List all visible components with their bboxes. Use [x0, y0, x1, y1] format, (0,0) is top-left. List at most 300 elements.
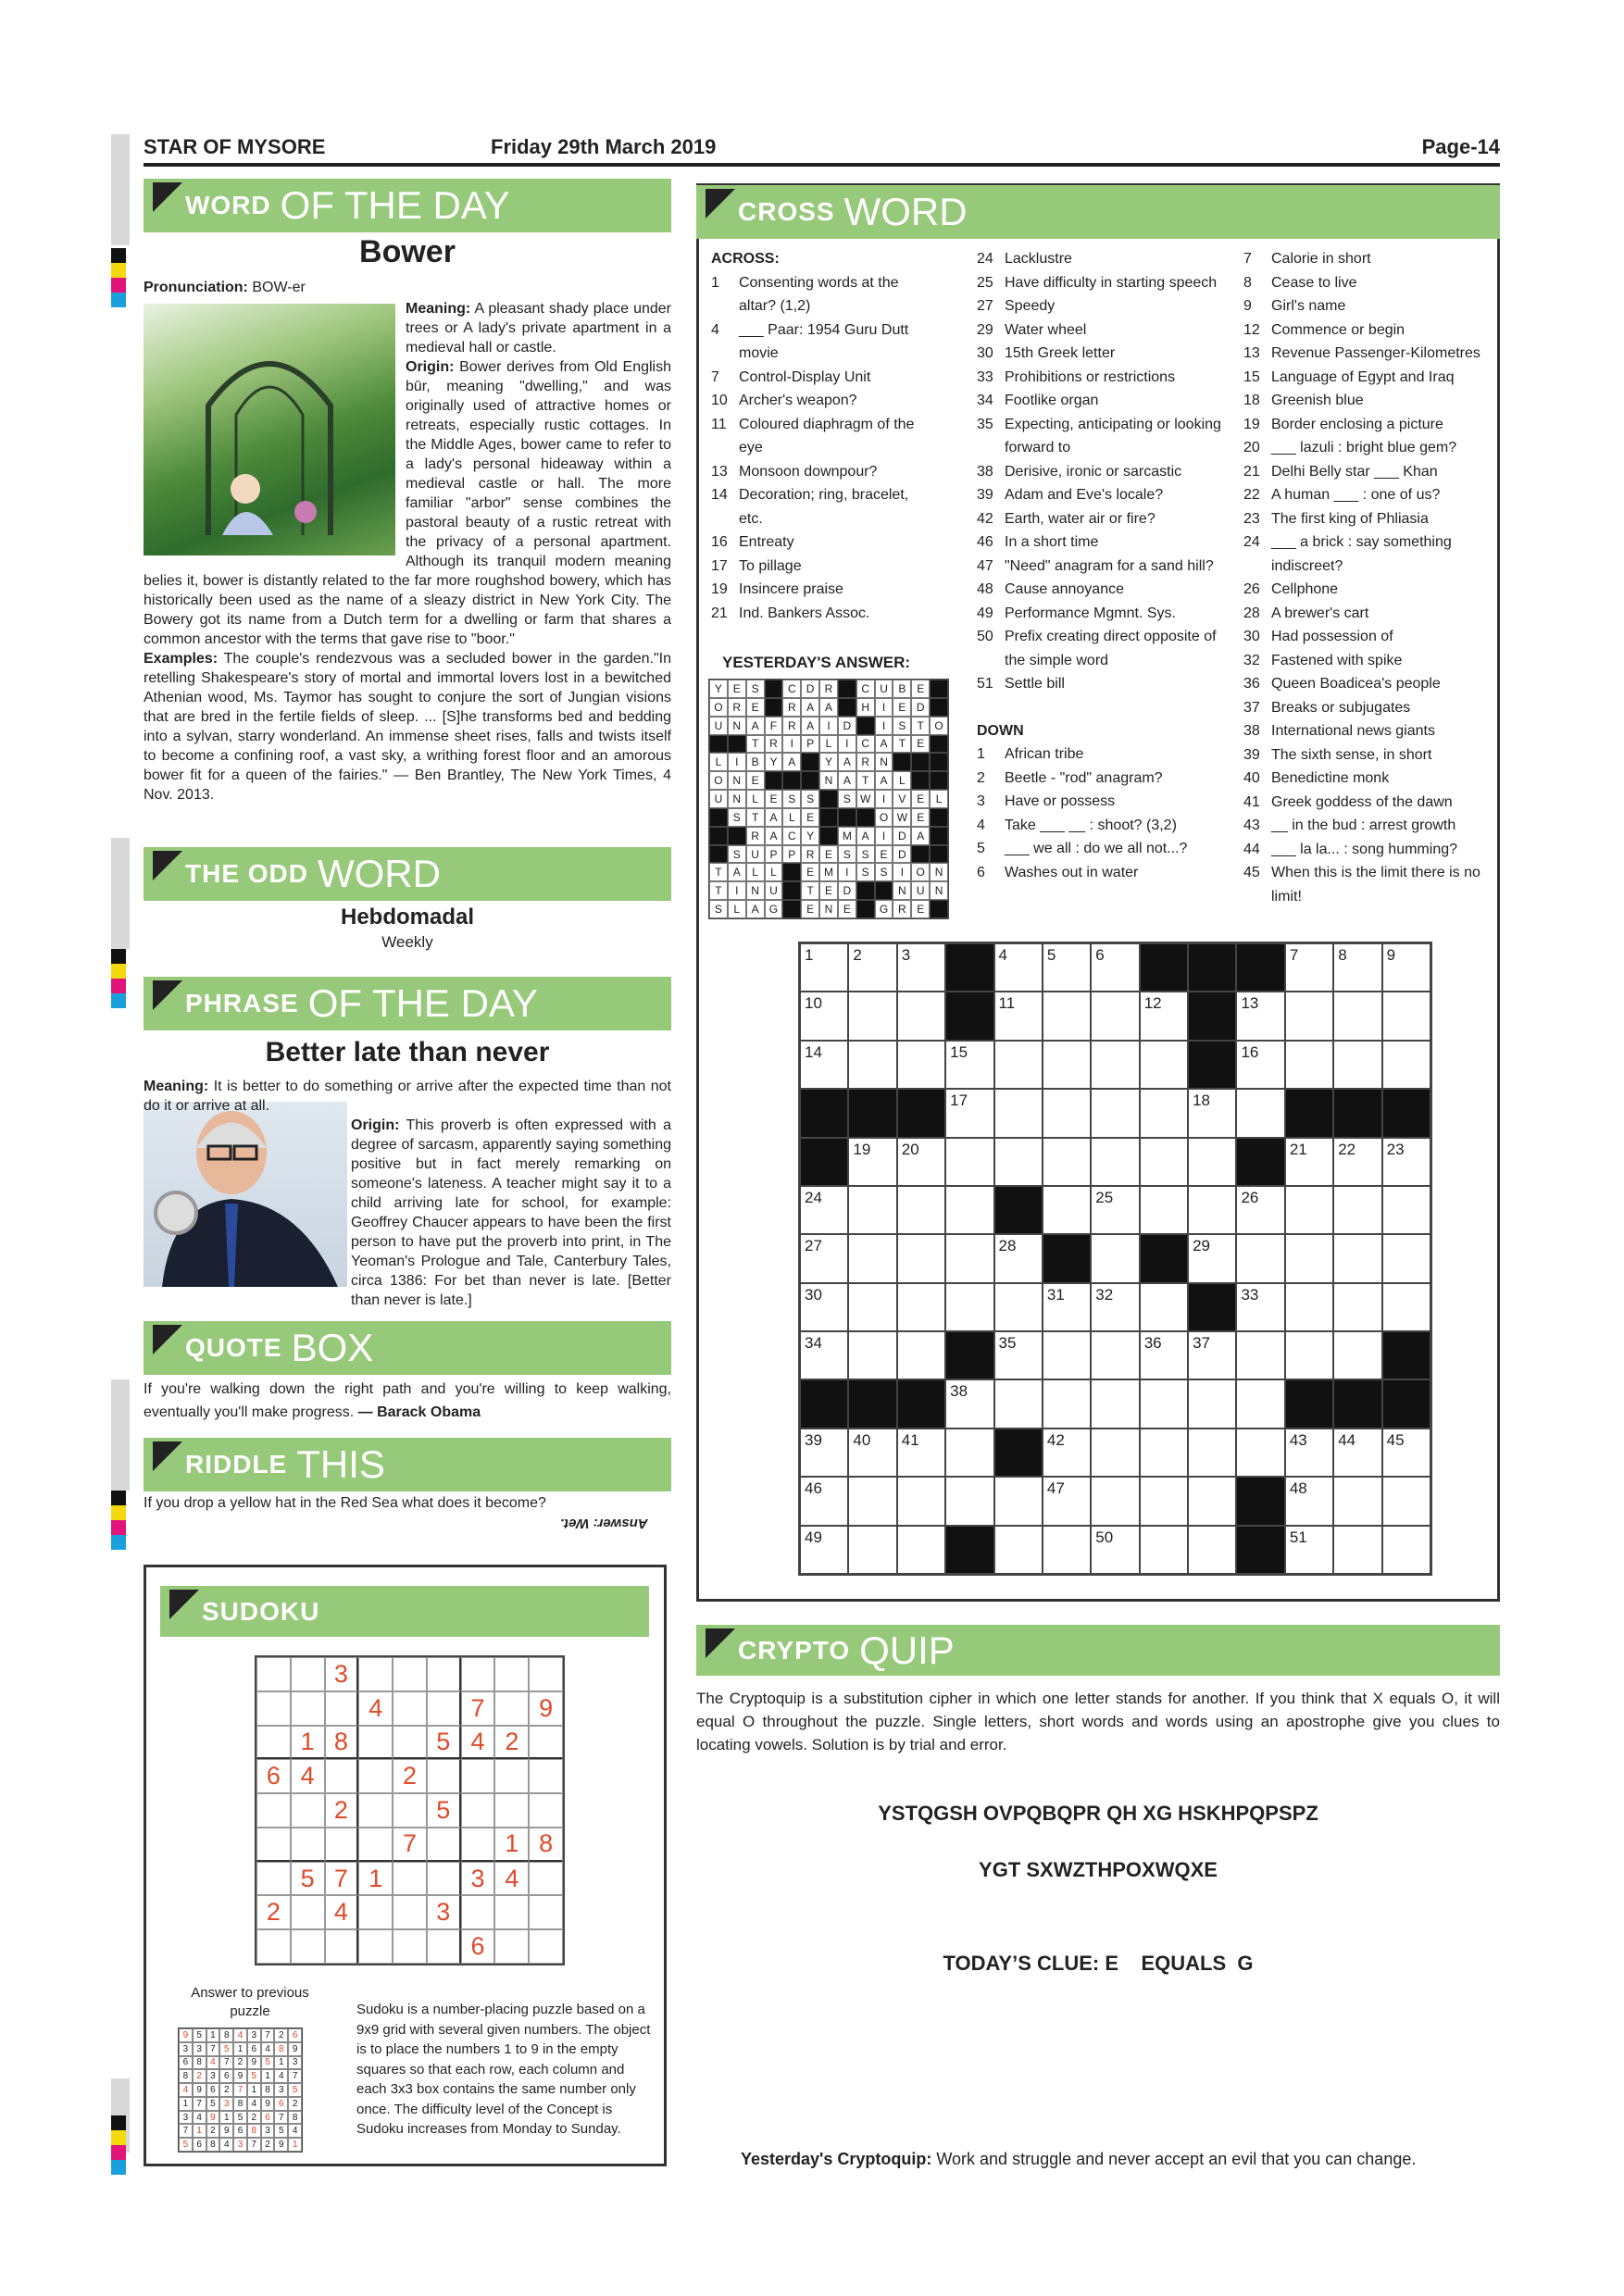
answer-cell: E [838, 900, 856, 918]
word-of-day-text: Meaning: A pleasant shady place under trees or A lady's private apartment in a medieval hall or castle. Origin: Bower derives from Old English būr, meaning "dwelling," and was originally used of attractive homes or retreats, especially rustic cottages. In the Middle Ages, bower came to refer to a lady's personal hideaway within a medieval castle or hall. The more familiar "arbor" sense combines the pastoral beauty of a rustic retreat with the privacy of a personal apartment. Although its tranquil modern meaning belies it, bower is distantly related to the far more roughshod bowery, which has historically been used as the name of a sleazy district in New York City. The Bowery got its name from a Dutch term for a dwelling or farm that shares a common ancestor with the terms that gave rise to "boor." Examples: The couple's rendezvous was a secluded bower in the garden."In retelling Shakespeare's story of mortal and immortal lovers lost in a bewitched Athenian wood, Ms. Taymor has sought to conjure the sort of Jungian visions that are bred in the fertile fields of sleep. ... [S]he transforms bed and bedding into a sylvan, starry wonderland. An immense sheet rises, falls and twists itself to become a confining roof, a vast sky, a writhing forest floor and an amorous bower fit for a queen of the fairies." — Ben Brantley, The New York Times, 4 Nov. 2013. [144, 301, 671, 803]
crossword-black-cell[interactable] [1382, 1331, 1430, 1379]
clue-text: ___ la la... : song humming? [1271, 841, 1458, 857]
crossword-cell[interactable] [897, 1138, 945, 1186]
crossword-cell[interactable] [1236, 1283, 1284, 1331]
crossword-cell[interactable] [1285, 1138, 1333, 1186]
sudoku-cell[interactable] [393, 1726, 427, 1760]
crossword-cell[interactable] [1043, 1331, 1091, 1379]
colour-mark [111, 293, 126, 307]
crossword-cell[interactable] [1382, 1186, 1430, 1234]
sudoku-cell[interactable] [529, 1895, 563, 1929]
sudoku-cell[interactable]: 5 [427, 1726, 461, 1760]
crossword-cell[interactable] [1140, 1331, 1188, 1379]
crossword-cell[interactable] [1140, 1477, 1188, 1525]
sudoku-cell[interactable]: 4 [325, 1895, 359, 1929]
crossword-cell[interactable] [945, 1429, 993, 1477]
sudoku-cell[interactable]: 3 [325, 1657, 359, 1691]
yesterday-answer-grid [708, 679, 949, 919]
crossword-cell[interactable] [1140, 1283, 1188, 1331]
sudoku-cell[interactable] [358, 1793, 393, 1828]
cell-number: 10 [805, 994, 822, 1013]
sudoku-cell[interactable]: 6 [256, 1759, 291, 1793]
sudoku-cell[interactable]: 6 [461, 1929, 495, 1964]
crossword-cell[interactable] [1236, 1186, 1284, 1234]
crossword-cell[interactable] [1382, 1283, 1430, 1331]
crossword-cell[interactable] [945, 1186, 993, 1234]
sudoku-cell[interactable] [427, 1759, 461, 1793]
crossword-cell[interactable] [1043, 1379, 1091, 1428]
crossword-cell[interactable] [1382, 1429, 1430, 1477]
crossword-cell[interactable] [1043, 1283, 1091, 1331]
crossword-cell[interactable] [897, 1477, 945, 1525]
crossword-cell[interactable] [800, 1526, 848, 1574]
sudoku-cell[interactable] [529, 1759, 563, 1793]
sudoku-cell[interactable] [494, 1759, 529, 1793]
crossword-black-cell[interactable] [897, 1379, 945, 1428]
crossword-cell[interactable] [1091, 1041, 1139, 1089]
crossword-cell[interactable] [1236, 1234, 1284, 1282]
crossword-black-cell[interactable] [1236, 1477, 1284, 1525]
sudoku-cell[interactable] [393, 1657, 427, 1691]
crossword-cell[interactable] [897, 1283, 945, 1331]
crossword-cell[interactable] [994, 1283, 1043, 1331]
cell-number: 44 [1338, 1430, 1356, 1449]
sudoku-cell[interactable] [256, 1862, 291, 1896]
crossword-cell[interactable] [1043, 1526, 1091, 1574]
crossword-cell[interactable] [1285, 992, 1333, 1040]
crossword-cell[interactable] [1140, 1526, 1188, 1574]
sudoku-cell[interactable] [325, 1828, 359, 1862]
crossword-cell[interactable] [994, 1477, 1043, 1525]
clue-text: Girl's name [1271, 298, 1346, 314]
crossword-cell[interactable] [1140, 1429, 1188, 1477]
sudoku-cell[interactable]: 7 [325, 1862, 359, 1896]
answer-cell: N [728, 790, 746, 808]
cell-number: 27 [805, 1237, 822, 1255]
sudoku-cell[interactable] [291, 1793, 325, 1828]
crossword-cell[interactable] [1091, 1089, 1139, 1137]
crossword-cell[interactable] [897, 1186, 945, 1234]
sudoku-cell[interactable]: 2 [393, 1759, 427, 1793]
sudoku-cell[interactable] [494, 1657, 529, 1691]
crossword-cell[interactable] [897, 943, 945, 992]
crossword-cell[interactable] [897, 1526, 945, 1574]
crossword-cell[interactable] [1236, 1429, 1284, 1477]
sudoku-cell[interactable] [256, 1828, 291, 1862]
crossword-cell[interactable] [848, 1186, 896, 1234]
crossword-black-cell[interactable] [1188, 1283, 1236, 1331]
crossword-black-cell[interactable] [1236, 1138, 1284, 1186]
sudoku-grid[interactable] [255, 1655, 565, 1965]
answer-cell: W [856, 790, 875, 808]
crossword-cell[interactable] [1043, 1138, 1091, 1186]
crossword-cell[interactable] [1188, 1429, 1236, 1477]
crossword-cell[interactable] [1285, 1234, 1333, 1282]
crossword-black-cell[interactable] [994, 1429, 1043, 1477]
crossword-cell[interactable] [1043, 992, 1091, 1040]
crossword-cell[interactable] [1333, 1138, 1381, 1186]
sudoku-prev-cell: 7 [179, 2124, 193, 2138]
sudoku-cell[interactable] [427, 1862, 461, 1896]
sudoku-cell[interactable] [291, 1657, 325, 1691]
crossword-grid[interactable] [798, 942, 1432, 1576]
sudoku-cell[interactable] [256, 1657, 291, 1691]
sudoku-cell[interactable] [358, 1828, 393, 1862]
crossword-black-cell[interactable] [897, 1089, 945, 1137]
answer-cell: E [911, 808, 930, 827]
crossword-black-cell[interactable] [800, 1138, 848, 1186]
answer-cell: Y [801, 827, 819, 845]
crossword-cell[interactable] [1285, 1186, 1333, 1234]
crossword-cell[interactable] [1333, 1526, 1381, 1574]
riddle-banner: RIDDLE THIS [144, 1438, 671, 1491]
sudoku-cell[interactable]: 8 [529, 1828, 563, 1862]
crossword-black-cell[interactable] [1285, 1379, 1333, 1428]
answer-cell: S [746, 680, 765, 698]
crossword-cell[interactable] [848, 992, 896, 1040]
cell-number: 1 [805, 946, 814, 964]
sudoku-cell[interactable] [427, 1691, 461, 1726]
crossword-cell[interactable] [1333, 943, 1381, 992]
sudoku-prev-cell: 6 [193, 2138, 206, 2152]
sudoku-cell[interactable]: 4 [358, 1691, 393, 1726]
crossword-cell[interactable] [1285, 1429, 1333, 1477]
sudoku-cell[interactable]: 1 [494, 1828, 529, 1862]
crossword-cell[interactable] [1285, 1283, 1333, 1331]
crossword-cell[interactable] [1043, 1477, 1091, 1525]
crossword-black-cell[interactable] [848, 1379, 896, 1428]
sudoku-cell[interactable] [427, 1929, 461, 1964]
crossword-cell[interactable] [1236, 1041, 1284, 1089]
cell-number: 35 [998, 1334, 1017, 1353]
sudoku-cell[interactable]: 2 [325, 1793, 359, 1828]
sudoku-cell[interactable] [461, 1828, 495, 1862]
sudoku-cell[interactable] [358, 1929, 393, 1964]
clue-text: Prohibitions or restrictions [1005, 368, 1176, 385]
crossword-cell[interactable] [800, 1186, 848, 1234]
sudoku-cell[interactable] [325, 1691, 359, 1726]
crossword-cell[interactable] [1091, 1331, 1139, 1379]
crossword-cell[interactable] [897, 1429, 945, 1477]
crossword-cell[interactable] [1091, 1186, 1139, 1234]
cell-number: 50 [1095, 1528, 1114, 1546]
crossword-cell[interactable] [1091, 1283, 1139, 1331]
crossword-cell[interactable] [1188, 1234, 1236, 1282]
crossword-cell[interactable] [848, 1138, 896, 1186]
crossword-cell[interactable] [800, 992, 848, 1040]
sudoku-cell[interactable]: 9 [529, 1691, 563, 1726]
sudoku-prev-cell: 8 [261, 2083, 275, 2097]
sudoku-cell[interactable] [494, 1793, 529, 1828]
crossword-cell[interactable] [1188, 1331, 1236, 1379]
clue-number: 35 [977, 416, 993, 432]
crossword-cell[interactable] [1140, 1089, 1188, 1137]
cell-number: 3 [901, 946, 911, 964]
crossword-cell[interactable] [897, 1041, 945, 1089]
sudoku-cell[interactable] [461, 1793, 495, 1828]
sudoku-cell[interactable] [256, 1929, 291, 1964]
crossword-cell[interactable] [994, 992, 1043, 1040]
crossword-cell[interactable] [1382, 943, 1430, 992]
crossword-cell[interactable] [1333, 992, 1381, 1040]
crossword-cell[interactable] [1043, 1089, 1091, 1137]
crossword-cell[interactable] [1091, 992, 1139, 1040]
crossword-cell[interactable] [994, 1526, 1043, 1574]
sudoku-cell[interactable] [461, 1657, 495, 1691]
crossword-cell[interactable] [848, 1283, 896, 1331]
crossword-black-cell[interactable] [994, 1186, 1043, 1234]
sudoku-cell[interactable]: 4 [461, 1726, 495, 1760]
sudoku-cell[interactable]: 4 [291, 1759, 325, 1793]
crossword-cell[interactable] [1236, 1331, 1284, 1379]
crossword-cell[interactable] [1140, 1379, 1188, 1428]
sudoku-cell[interactable]: 8 [325, 1726, 359, 1760]
crossword-cell[interactable] [1188, 1379, 1236, 1428]
sudoku-cell[interactable] [291, 1929, 325, 1964]
crossword-cell[interactable] [848, 943, 896, 992]
crossword-cell[interactable] [945, 1089, 993, 1137]
crossword-cell[interactable] [945, 1041, 993, 1089]
crossword-cell[interactable] [848, 1331, 896, 1379]
sudoku-cell[interactable] [427, 1657, 461, 1691]
crossword-black-cell[interactable] [848, 1089, 896, 1137]
crossword-cell[interactable] [1043, 1041, 1091, 1089]
sudoku-cell[interactable] [529, 1929, 563, 1964]
crossword-cell[interactable] [1333, 1331, 1381, 1379]
sudoku-cell[interactable] [529, 1862, 563, 1896]
crossword-black-cell[interactable] [1043, 1234, 1091, 1282]
crossword-cell[interactable] [1140, 1138, 1188, 1186]
sudoku-cell[interactable] [461, 1759, 495, 1793]
clue-number: 39 [1243, 746, 1260, 763]
crossword-cell[interactable] [1333, 1041, 1381, 1089]
crossword-cell[interactable] [1333, 1429, 1381, 1477]
crossword-cell[interactable] [1043, 943, 1091, 992]
sudoku-cell[interactable] [393, 1929, 427, 1964]
crossword-cell[interactable] [1382, 1526, 1430, 1574]
crossword-cell[interactable] [1140, 992, 1188, 1040]
crossword-black-cell[interactable] [1236, 1526, 1284, 1574]
crossword-cell[interactable] [800, 1477, 848, 1525]
phrase-text: Meaning: It is better to do something or arrive after the expected time than not do it or arrive at all. Origin: This proverb is often expressed with a degree of sarcasm, apparently saying something positive but in fact merely remarking on someone's lateness. A teacher might say it to a child arriving late for school, for example: Geoffrey Chaucer appears to have been the first person to have put the proverb into print, in The Yeoman's Prologue and Tale, Canterbury Tales, circa 1386: For bet than never is late. [Better than never is late.] [144, 1079, 672, 1308]
crossword-cell[interactable] [897, 992, 945, 1040]
sudoku-cell[interactable]: 1 [358, 1862, 393, 1896]
clue-number: 47 [977, 557, 993, 574]
crossword-cell[interactable] [994, 1138, 1043, 1186]
crossword-cell[interactable] [1091, 1379, 1139, 1428]
sudoku-cell[interactable]: 2 [256, 1895, 291, 1929]
crossword-black-cell[interactable] [800, 1379, 848, 1428]
crossword-cell[interactable] [1382, 1234, 1430, 1282]
sudoku-prev-cell: 5 [274, 2124, 288, 2138]
crossword-black-cell[interactable] [1333, 1379, 1381, 1428]
crossword-cell[interactable] [1285, 1526, 1333, 1574]
sudoku-cell[interactable]: 2 [494, 1726, 529, 1760]
crossword-cell[interactable] [1382, 1138, 1430, 1186]
sudoku-prev-cell: 6 [274, 2097, 288, 2111]
crossword-cell[interactable] [1043, 1429, 1091, 1477]
crossword-black-cell[interactable] [945, 992, 993, 1040]
answer-black-cell [930, 771, 948, 790]
crossword-black-cell[interactable] [1382, 1089, 1430, 1137]
crossword-black-cell[interactable] [1188, 992, 1236, 1040]
sudoku-cell[interactable] [256, 1691, 291, 1726]
clue-number: 41 [1243, 793, 1260, 810]
sudoku-cell[interactable] [325, 1929, 359, 1964]
crossword-cell[interactable] [945, 1379, 993, 1428]
answer-cell: T [893, 735, 911, 754]
crossword-cell[interactable] [1285, 1041, 1333, 1089]
clue-item [1243, 838, 1493, 862]
crossword-cell[interactable] [1333, 1186, 1381, 1234]
cell-number: 9 [1386, 946, 1396, 964]
sudoku-cell[interactable] [494, 1929, 529, 1964]
crossword-cell[interactable] [897, 1331, 945, 1379]
crossword-black-cell[interactable] [1285, 1089, 1333, 1137]
crossword-cell[interactable] [1382, 992, 1430, 1040]
crossword-black-cell[interactable] [1188, 1041, 1236, 1089]
sudoku-cell[interactable]: 5 [291, 1862, 325, 1896]
crossword-cell[interactable] [848, 1477, 896, 1525]
sudoku-cell[interactable] [427, 1828, 461, 1862]
sudoku-cell[interactable] [393, 1862, 427, 1896]
cell-number: 47 [1046, 1479, 1065, 1498]
answer-cell: G [765, 900, 783, 918]
crossword-black-cell[interactable] [945, 943, 993, 992]
crossword-cell[interactable] [1188, 1477, 1236, 1525]
sudoku-cell[interactable] [393, 1691, 427, 1726]
cell-number: 23 [1386, 1140, 1405, 1158]
sudoku-cell[interactable] [256, 1726, 291, 1760]
cell-number: 17 [950, 1092, 968, 1110]
crossword-cell[interactable] [897, 1234, 945, 1282]
crossword-cell[interactable] [1236, 992, 1284, 1040]
crossword-cell[interactable] [848, 1234, 896, 1282]
sudoku-cell[interactable] [393, 1793, 427, 1828]
crossword-cell[interactable] [1333, 1283, 1381, 1331]
crossword-cell[interactable] [1188, 1138, 1236, 1186]
crossword-cell[interactable] [800, 1283, 848, 1331]
colour-mark [111, 979, 126, 993]
sudoku-cell[interactable]: 1 [291, 1726, 325, 1760]
crossword-cell[interactable] [994, 1379, 1043, 1428]
crossword-black-cell[interactable] [1140, 1234, 1188, 1282]
sudoku-prev-cell: 9 [219, 2124, 233, 2138]
crossword-cell[interactable] [945, 1283, 993, 1331]
clue-item [1243, 530, 1493, 578]
crossword-cell[interactable] [800, 1041, 848, 1089]
sudoku-cell[interactable] [461, 1895, 495, 1929]
crossword-cell[interactable] [994, 1041, 1043, 1089]
crossword-black-cell[interactable] [945, 1526, 993, 1574]
crossword-cell[interactable] [848, 1526, 896, 1574]
sudoku-cell[interactable] [358, 1657, 393, 1691]
crossword-cell[interactable] [1091, 1526, 1139, 1574]
crossword-cell[interactable] [800, 1234, 848, 1282]
sudoku-prev-cell: 6 [247, 2042, 261, 2056]
sudoku-cell[interactable] [494, 1691, 529, 1726]
clue-text: Control-Display Unit [739, 368, 871, 385]
clue-number: 46 [977, 534, 993, 550]
sudoku-cell[interactable]: 7 [461, 1691, 495, 1726]
sudoku-cell[interactable]: 5 [427, 1793, 461, 1828]
crossword-cell[interactable] [800, 1331, 848, 1379]
sudoku-cell[interactable] [325, 1759, 359, 1793]
sudoku-cell[interactable] [358, 1726, 393, 1760]
sudoku-cell[interactable] [256, 1793, 291, 1828]
crossword-cell[interactable] [1091, 1429, 1139, 1477]
crossword-cell[interactable] [1091, 943, 1139, 992]
crossword-cell[interactable] [800, 1429, 848, 1477]
crossword-cell[interactable] [1188, 1089, 1236, 1137]
crossword-cell[interactable] [1382, 1041, 1430, 1089]
crossword-cell[interactable] [994, 1234, 1043, 1282]
crossword-black-cell[interactable] [800, 1089, 848, 1137]
sudoku-cell[interactable] [494, 1895, 529, 1929]
crossword-black-cell[interactable] [1236, 943, 1284, 992]
crossword-cell[interactable] [1236, 1089, 1284, 1137]
crossword-cell[interactable] [1285, 943, 1333, 992]
crossword-cell[interactable] [848, 1429, 896, 1477]
crossword-black-cell[interactable] [1140, 943, 1188, 992]
crossword-cell[interactable] [994, 943, 1043, 992]
sudoku-cell[interactable] [291, 1691, 325, 1726]
crossword-black-cell[interactable] [1382, 1379, 1430, 1428]
crossword-black-cell[interactable] [945, 1331, 993, 1379]
crossword-cell[interactable] [1091, 1234, 1139, 1282]
crossword-cell[interactable] [945, 1234, 993, 1282]
crossword-cell[interactable] [1043, 1186, 1091, 1234]
sudoku-cell[interactable]: 4 [494, 1862, 529, 1896]
sudoku-cell[interactable] [358, 1895, 393, 1929]
clue-text: Benedictine monk [1271, 770, 1390, 786]
crossword-cell[interactable] [848, 1041, 896, 1089]
crossword-cell[interactable] [1333, 1477, 1381, 1525]
crossword-cell[interactable] [945, 1477, 993, 1525]
sudoku-cell[interactable] [529, 1793, 563, 1828]
crossword-cell[interactable] [1091, 1477, 1139, 1525]
sudoku-cell[interactable] [358, 1759, 393, 1793]
crossword-cell[interactable] [1285, 1477, 1333, 1525]
crossword-black-cell[interactable] [1333, 1089, 1381, 1137]
crossword-black-cell[interactable] [1188, 943, 1236, 992]
crossword-cell[interactable] [994, 1331, 1043, 1379]
sudoku-prev-cell: 9 [206, 2111, 220, 2125]
crossword-cell[interactable] [1188, 1186, 1236, 1234]
sudoku-cell[interactable] [529, 1657, 563, 1691]
crossword-cell[interactable] [800, 943, 848, 992]
clue-text: Expecting, anticipating or looking forward to [1005, 416, 1221, 455]
crossword-cell[interactable] [945, 1138, 993, 1186]
clue-number: 38 [1243, 723, 1260, 739]
crossword-cell[interactable] [1285, 1331, 1333, 1379]
crossword-cell[interactable] [1091, 1138, 1139, 1186]
sudoku-cell[interactable]: 7 [393, 1828, 427, 1862]
crossword-cell[interactable] [1382, 1477, 1430, 1525]
sudoku-cell[interactable]: 3 [461, 1862, 495, 1896]
crossword-cell[interactable] [1236, 1379, 1284, 1428]
sudoku-cell[interactable]: 3 [427, 1895, 461, 1929]
sudoku-cell[interactable] [291, 1895, 325, 1929]
sudoku-cell[interactable] [393, 1895, 427, 1929]
crossword-cell[interactable] [1140, 1041, 1188, 1089]
sudoku-cell[interactable] [529, 1726, 563, 1760]
crossword-cell[interactable] [994, 1089, 1043, 1137]
crossword-cell[interactable] [1140, 1186, 1188, 1234]
crossword-cell[interactable] [1333, 1234, 1381, 1282]
crossword-cell[interactable] [1188, 1526, 1236, 1574]
sudoku-cell[interactable] [291, 1828, 325, 1862]
